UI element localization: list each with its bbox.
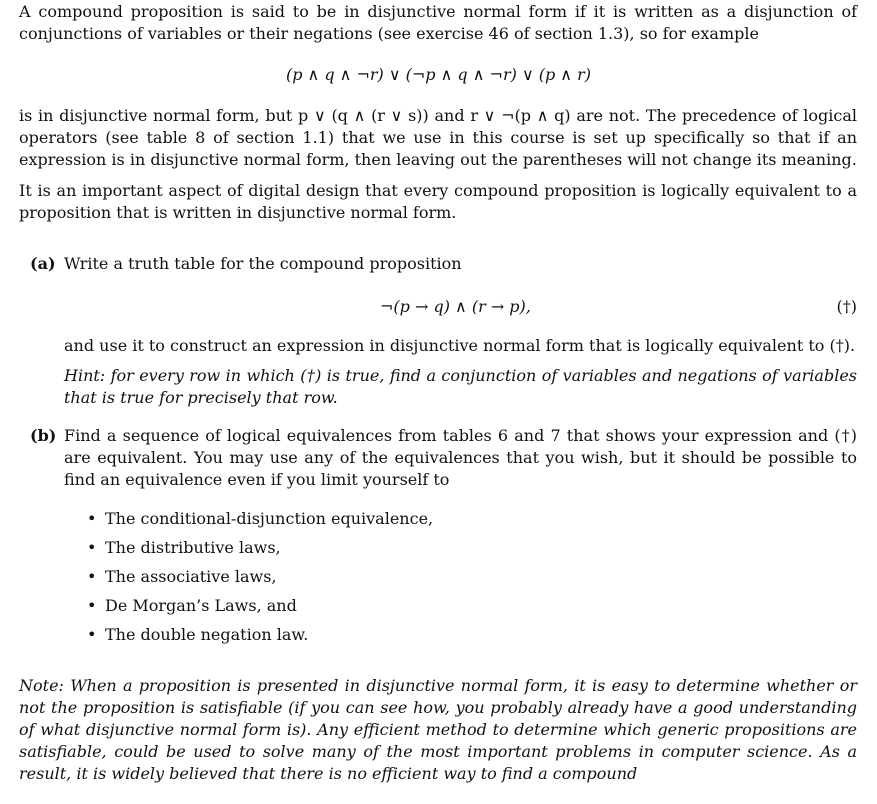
bullet-marker: • — [87, 625, 97, 644]
example-formula: (p ∧ q ∧ ¬r) ∨ (¬p ∧ q ∧ ¬r) ∨ (p ∧ r) — [285, 65, 591, 84]
part-a-followup: and use it to construct an expression in disjunctive normal form that is logically equivalent to (†). — [64, 336, 856, 355]
intro-paragraph: A compound proposition is said to be in disjunctive normal form if it is written as a disjunction of conjunctions of variables or their negations (see exercise 46 of section 1.3), so for example — [19, 2, 857, 43]
part-a-hint: Hint: for every row in which (†) is true, find a conjunction of variables and negations of variables that is true for precisely that row. — [64, 366, 857, 407]
list-item: The distributive laws, — [105, 538, 281, 557]
bullet-marker: • — [87, 596, 97, 615]
bullet-marker: • — [87, 567, 97, 586]
list-item: De Morgan’s Laws, and — [105, 596, 297, 615]
list-item: The associative laws, — [105, 567, 277, 586]
part-a-text: Write a truth table for the compound proposition — [64, 254, 462, 273]
list-item: The conditional-disjunction equivalence, — [105, 509, 434, 528]
bullet-marker: • — [87, 538, 97, 557]
part-a-label: (a) — [30, 254, 56, 273]
part-b-text: Find a sequence of logical equivalences from tables 6 and 7 that shows your expression and (†) are equivalent. You may use any of the equivalences that you wish, but it should be possible to find an equivalence even if you limit yourself to — [64, 426, 857, 489]
list-item: The double negation law. — [105, 625, 309, 644]
note-paragraph: Note: When a proposition is presented in disjunctive normal form, it is easy to determine whether or not the proposition is satisfiable (if you can see how, you probably already have a good understanding of what disjunctive normal form is). Any efficient method to determine which generic propositions are satisfiable, could be used to solve many of the most important problems in computer science. As a result, it is widely believed that there is no efficient way to find a compound — [19, 676, 857, 783]
equation-tag: (†) — [836, 297, 857, 316]
part-b-label: (b) — [30, 426, 57, 445]
digital-design-paragraph: It is an important aspect of digital design that every compound proposition is logically equivalent to a proposition that is written in disjunctive normal form. — [19, 181, 857, 222]
part-a-formula: ¬(p → q) ∧ (r → p), — [380, 297, 531, 316]
bullet-marker: • — [87, 509, 97, 528]
dnf-counterexample-paragraph: is in disjunctive normal form, but p ∨ (q ∧ (r ∨ s)) and r ∨ ¬(p ∧ q) are not. The precedence of logical operators (see table 8 of section 1.1) that we use in this course is set up specifically so that if an expression is in disjunctive normal form, then leaving out the parentheses will not change its meaning. — [19, 106, 857, 169]
